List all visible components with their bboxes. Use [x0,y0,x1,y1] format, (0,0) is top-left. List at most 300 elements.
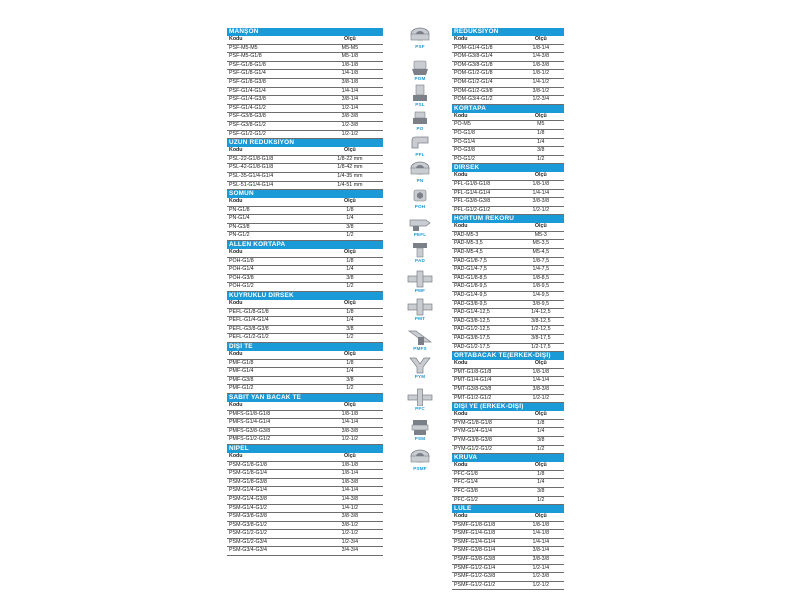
product-code: PSL-22-G1/8-G1/8 [227,155,317,164]
product-size: 3/8-3/8 [518,556,564,565]
product-size: 1/2 [317,232,383,241]
product-size: 1/4 [518,428,564,437]
product-size: 1/2-3/8 [518,573,564,582]
product-size: 1/8-3/8 [518,61,564,70]
product-size: 3/8-1/4 [317,96,383,105]
product-code: POM-G3/4-G1/2 [452,96,518,105]
fitting-label: PYM [414,374,426,379]
product-size: 3/8 [317,325,383,334]
table-row [452,309,564,318]
product-size: 1/8 [317,206,383,215]
section-title [452,164,564,172]
fitting-label: PFC [415,406,425,411]
table-row [227,78,383,87]
table-row [452,335,564,344]
product-size: 1/2-1/2 [317,530,383,539]
table-row [452,249,564,258]
product-code: PSM-G3/4-G3/4 [227,547,317,556]
section-title [452,505,564,513]
table-row [452,121,564,130]
product-code: PSF-G1/4-G3/8 [227,96,317,105]
product-size: 1/8-1/4 [518,44,564,53]
section-hortum-rekoru [452,215,564,352]
product-code: PAD-G1/2-12,5 [452,326,518,335]
product-size: 3/8 [317,223,383,232]
product-code: PSM-G1/2-G1/2 [227,530,317,539]
product-size: 1/2 [518,496,564,505]
table-row [452,581,564,590]
product-code: PSF-M5-M5 [227,44,317,53]
product-code: POM-G1/2-G3/8 [452,87,518,96]
product-code: PAD-G1/4-9,5 [452,292,518,301]
table-row [452,274,564,283]
table-row [227,359,383,368]
product-code: PMT-G1/2-G1/2 [452,394,518,403]
table-row [452,445,564,454]
product-size: 1/8-1/8 [317,461,383,470]
product-size: 1/4-12,5 [518,309,564,318]
header-size: Ölçü [317,402,383,410]
product-code: PSF-G1/8-G1/8 [227,61,317,70]
product-code: POM-G3/8-G1/8 [452,61,518,70]
table-row [452,240,564,249]
product-table [227,147,383,190]
product-size: M5-4,5 [518,249,564,258]
section-title-text: ALLEN KÖRTAPA [229,241,286,249]
product-code: PAD-G1/4-7,5 [452,266,518,275]
table-row [452,538,564,547]
product-table [227,249,383,292]
product-size: 3/8 [518,436,564,445]
product-table [452,513,564,590]
product-code: PSMF-G3/8-G1/4 [452,547,518,556]
fitting-label: PMF [414,288,426,293]
product-code: PEFL-G1/2-G1/2 [227,334,317,343]
product-size: M5 [518,121,564,130]
section-disi-te [227,343,383,394]
product-code: PEFL-G1/4-G1/4 [227,317,317,326]
product-size: 1/8 [518,470,564,479]
product-code: POH-G1/8 [227,257,317,266]
plug-icon [406,108,434,126]
product-code: PSF-G1/4-G1/2 [227,104,317,113]
fitting-label: PFL [415,152,425,157]
left-product-column [227,28,383,556]
product-code: PSMF-G1/4-G1/4 [452,538,518,547]
table-row [452,206,564,215]
section-title-subtext: (ERKEK-DİŞİ) [507,352,551,360]
table-row [227,232,383,241]
section-uzun-reduksiyon [227,139,383,190]
table-row [452,78,564,87]
nipple-icon [406,418,434,436]
fitting-label: PAD [415,258,425,263]
product-code: PSM-G1/2-G3/4 [227,538,317,547]
reducer-icon [406,58,434,76]
table-row [452,300,564,309]
product-code: PSF-G1/2-G1/2 [227,130,317,139]
table-header-row [452,113,564,121]
section-title [227,445,383,453]
side-tee-icon [406,328,434,346]
fitting-label: PSMF [413,466,427,471]
table-header-row [227,453,383,461]
product-size: 1/2 [518,155,564,164]
header-size: Ölçü [317,351,383,359]
section-title-text: NİPEL [229,444,249,452]
product-code: PSM-G3/8-G1/2 [227,521,317,530]
product-size: 3/8-3/8 [317,513,383,522]
header-code: Kodu [452,513,518,521]
section-title [227,292,383,300]
product-code: PSF-G1/8-G1/4 [227,70,317,79]
section-reduksiyon [452,28,564,105]
product-code: PSMF-G3/8-G3/8 [452,556,518,565]
product-size: 1/4-7,5 [518,266,564,275]
table-row [452,87,564,96]
section-kruva [452,454,564,505]
fitting-icon-psl [392,84,448,108]
header-size: Ölçü [317,198,383,206]
table-row [227,419,383,428]
product-table [452,223,564,352]
product-code: PMFS-G3/8-G3/8 [227,427,317,436]
product-size: 1/8 [317,257,383,266]
product-size: 3/8-3/8 [317,427,383,436]
section-title-text: ORTABACAK TE [454,352,508,360]
fitting-icon-pom [392,58,448,82]
product-size: 3/8 [317,376,383,385]
section-title [227,394,383,402]
table-row [227,376,383,385]
header-size: Ölçü [518,113,564,121]
product-size: 1/8-1/8 [317,61,383,70]
table-row [227,504,383,513]
product-size: 1/8 [317,308,383,317]
fitting-icon-pmf [392,270,448,294]
table-header-row [227,351,383,359]
product-size: 1/4 [317,266,383,275]
table-row [227,410,383,419]
table-header-row [227,36,383,44]
section-title [452,105,564,113]
product-code: PSM-G1/8-G1/4 [227,470,317,479]
product-code: PO-M5 [452,121,518,130]
header-code: Kodu [452,411,518,419]
product-code: PMF-G1/2 [227,385,317,394]
product-table [227,351,383,394]
header-size: Ölçü [317,36,383,44]
product-size: 1/8-1/8 [518,521,564,530]
table-row [452,96,564,105]
table-row [452,180,564,189]
section-dirsek [452,164,564,215]
table-row [227,257,383,266]
product-size: 1/8-22 mm [317,155,383,164]
table-row [227,487,383,496]
product-code: PAD-M5-3 [452,231,518,240]
product-size: 1/2 [518,445,564,454]
fitting-label: PMFS [413,346,427,351]
header-size: Ölçü [518,411,564,419]
table-row [452,326,564,335]
product-size: 1/2 [317,283,383,292]
fitting-icon-psf [392,26,448,50]
table-row [452,419,564,428]
product-size: 1/8-8,5 [518,274,564,283]
fitting-icon-pefl [392,214,448,238]
table-row [227,130,383,139]
product-code: PSMF-G1/2-G1/2 [452,581,518,590]
product-size: 1/4 [317,368,383,377]
table-row [452,266,564,275]
table-row [452,283,564,292]
section-title-text: KÖRTAPA [454,104,487,112]
product-size: 1/2-12,5 [518,326,564,335]
product-table [227,453,383,556]
header-code: Kodu [227,36,317,44]
product-code: PAD-G3/8-12,5 [452,317,518,326]
product-code: PMFS-G1/4-G1/4 [227,419,317,428]
header-size: Ölçü [518,360,564,368]
table-header-row [452,513,564,521]
product-table [227,402,383,445]
product-code: PAD-M5-4,5 [452,249,518,258]
product-code: PSF-M5-G1/8 [227,53,317,62]
product-code: PMFS-G1/8-G1/8 [227,410,317,419]
product-code: PSF-G3/8-G1/2 [227,121,317,130]
product-table [452,411,564,454]
product-size: M5-3,5 [518,240,564,249]
fitting-label: PSF [415,44,425,49]
product-size: 1/4-51 mm [317,181,383,190]
table-row [452,147,564,156]
table-row [452,198,564,207]
section-nipel [227,445,383,556]
product-size: 1/2-3/4 [317,538,383,547]
table-row [227,283,383,292]
section-title-text: REDÜKSİYON [454,28,499,35]
product-code: PFC-G1/2 [452,496,518,505]
table-row [227,436,383,445]
section-allen-kortapa [227,241,383,292]
table-row [452,368,564,377]
header-code: Kodu [227,147,317,155]
table-row [452,343,564,352]
product-code: PAD-G1/8-9,5 [452,283,518,292]
table-row [452,70,564,79]
product-size: 3/8-3/8 [518,198,564,207]
fitting-icon-psm [392,418,448,442]
table-row [227,44,383,53]
table-row [227,530,383,539]
fitting-icon-poh [392,186,448,210]
tail-elbow-icon [406,214,434,232]
table-row [227,325,383,334]
table-row [452,564,564,573]
table-row [452,530,564,539]
product-code: PFC-G1/4 [452,479,518,488]
product-size: 1/4-35 mm [317,172,383,181]
table-header-row [227,147,383,155]
product-size: 1/8-42 mm [317,164,383,173]
section-title [227,343,383,351]
product-code: PAD-G3/8-9,5 [452,300,518,309]
header-size: Ölçü [317,249,383,257]
product-table [227,300,383,343]
product-code: PMF-G1/4 [227,368,317,377]
product-size: M5-1/8 [317,53,383,62]
table-header-row [227,402,383,410]
fitting-label: POM [414,76,426,81]
product-size: 1/4-1/8 [317,70,383,79]
product-size: 1/4-1/4 [317,419,383,428]
section-title-text: DİŞİ YE (ERKEK-DİŞİ) [454,403,524,411]
allen-plug-icon [406,186,434,204]
table-row [227,513,383,522]
product-code: PYM-G3/8-G3/8 [452,436,518,445]
right-product-column [452,28,564,590]
header-code: Kodu [452,36,518,44]
product-size: 1/8-1/8 [518,180,564,189]
table-row [227,181,383,190]
product-code: PFL-G1/4-G1/4 [452,189,518,198]
table-header-row [227,300,383,308]
section-title-text: LÜLE [454,505,472,513]
hex-nut-icon [406,160,434,178]
product-size: 1/2-1/2 [317,130,383,139]
section-title [452,215,564,223]
header-size: Ölçü [317,453,383,461]
product-size: 3/4-3/4 [317,547,383,556]
table-row [227,461,383,470]
product-size: 1/2-1/4 [518,564,564,573]
product-code: POH-G3/8 [227,274,317,283]
product-code: PSM-G1/4-G1/2 [227,504,317,513]
table-row [227,538,383,547]
product-size: 1/8-3/8 [317,478,383,487]
header-code: Kodu [227,351,317,359]
product-code: PMT-G1/4-G1/4 [452,377,518,386]
product-size: M5-3 [518,231,564,240]
table-row [452,377,564,386]
product-code: PFC-G1/8 [452,470,518,479]
fitting-label: PO [416,126,424,131]
product-size: 1/4 [317,215,383,224]
section-title-text: DİŞİ TE [229,343,253,350]
section-title [452,352,564,360]
header-code: Kodu [227,402,317,410]
product-size: 1/8 [317,359,383,368]
product-size: 1/4-1/4 [518,538,564,547]
table-row [452,155,564,164]
table-row [452,317,564,326]
y-fitting-icon [406,356,434,374]
section-title-text: MANŞON [229,28,259,35]
table-row [227,113,383,122]
fitting-icon-pfc [392,388,448,412]
product-size: 1/2-17,5 [518,343,564,352]
section-title [227,139,383,147]
section-title-text: KUYRUKLU DİRSEK [229,292,294,300]
product-size: 3/8 [518,487,564,496]
section-title [452,454,564,462]
section-title-text: SOMUN [229,190,254,198]
section-title-text: KRUVA [454,454,478,462]
product-code: PAD-G3/8-17,5 [452,335,518,344]
product-code: PMFS-G1/2-G1/2 [227,436,317,445]
table-row [227,70,383,79]
product-code: PAD-G1/8-8,5 [452,274,518,283]
fitting-icon-pym [392,356,448,380]
product-size: 1/4-1/8 [518,530,564,539]
product-size: 3/8-17,5 [518,335,564,344]
product-code: PSM-G3/8-G3/8 [227,513,317,522]
product-table [452,360,564,403]
long-reducer-icon [406,84,434,102]
header-code: Kodu [227,300,317,308]
table-row [452,53,564,62]
table-row [452,138,564,147]
table-row [452,189,564,198]
table-row [227,53,383,62]
header-code: Kodu [452,113,518,121]
fitting-icon-pfl [392,134,448,158]
table-row [227,172,383,181]
product-code: PSMF-G1/4-G1/8 [452,530,518,539]
product-size: 1/4 [317,317,383,326]
product-code: PMF-G1/8 [227,359,317,368]
header-size: Ölçü [317,147,383,155]
section-ortabacak-te [452,352,564,403]
fitting-label: PMT [414,316,426,321]
table-row [452,479,564,488]
product-code: PN-G1/8 [227,206,317,215]
product-size: 1/8 [518,129,564,138]
table-row [452,44,564,53]
product-size: 1/4-3/8 [518,53,564,62]
product-code: PEFL-G1/8-G1/8 [227,308,317,317]
fitting-icon-pad [392,240,448,264]
table-row [227,427,383,436]
product-size: 1/8 [518,419,564,428]
product-code: PSMF-G1/8-G1/8 [452,521,518,530]
fitting-label: PN [416,178,424,183]
product-code: PSM-G1/4-G1/4 [227,487,317,496]
product-code: PSL-35-G1/4-G1/4 [227,172,317,181]
section-lule [452,505,564,590]
product-code: PAD-G1/8-7,5 [452,257,518,266]
section-kortapa [452,105,564,165]
table-row [227,385,383,394]
product-size: 1/4-3/8 [317,495,383,504]
product-code: PFC-G3/8 [452,487,518,496]
section-title-text: HORTUM REKORU [454,215,515,223]
header-size: Ölçü [518,36,564,44]
header-code: Kodu [227,453,317,461]
product-code: PO-G1/4 [452,138,518,147]
product-code: PMT-G1/8-G1/8 [452,368,518,377]
table-row [452,231,564,240]
product-code: PYM-G1/2-G1/2 [452,445,518,454]
product-code: POH-G1/2 [227,283,317,292]
fitting-label: PSL [415,102,425,107]
product-code: PN-G3/8 [227,223,317,232]
fitting-icon-pn [392,160,448,184]
header-code: Kodu [452,223,518,231]
section-sabit-yan-bacak-te [227,394,383,445]
product-table [227,36,383,139]
